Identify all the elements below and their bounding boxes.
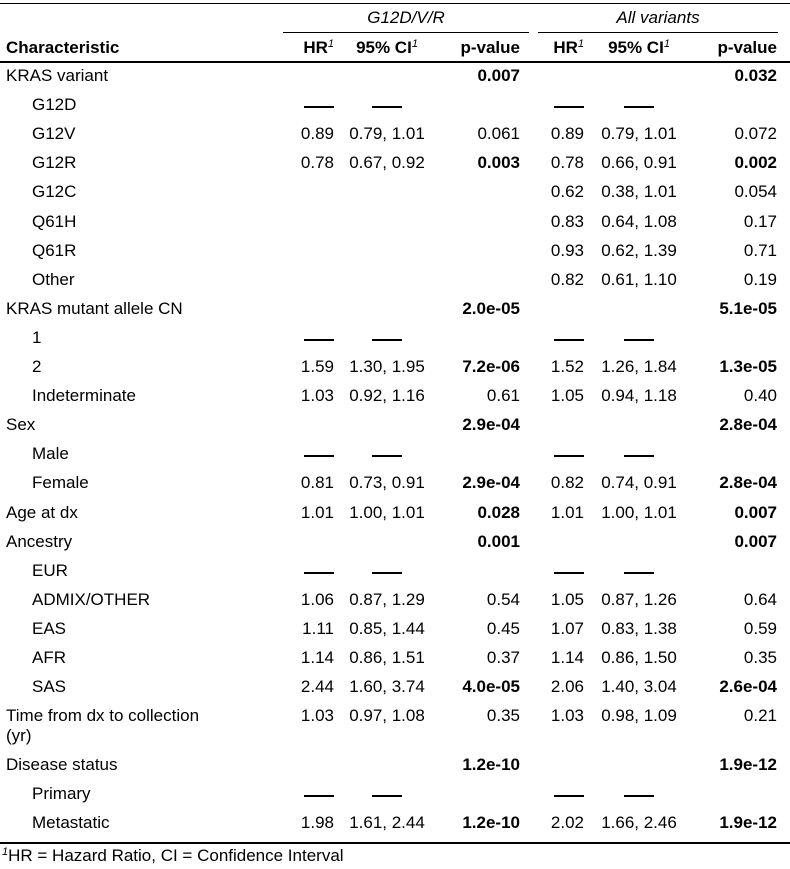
hr-cell: 1.14: [550, 648, 584, 667]
ci-cell: 1.00, 1.01: [349, 502, 425, 522]
row-label: 2: [32, 357, 42, 376]
pvalue-cell: 0.032: [734, 66, 777, 85]
reference-dash-hr: [304, 339, 334, 341]
hr-cell: 1.03: [300, 386, 334, 406]
row-label: Disease status: [6, 755, 118, 775]
pvalue-cell: 0.028: [477, 502, 520, 522]
ci-cell: 0.79, 1.01: [601, 124, 677, 144]
row-label: Primary: [32, 784, 91, 804]
reference-dash-hr: [554, 106, 584, 108]
hr-cell: 1.01: [550, 502, 584, 522]
pvalue-cell: 0.054: [734, 182, 777, 202]
pvalue-cell: 0.001: [477, 531, 520, 551]
ci-cell: 0.67, 0.92: [349, 153, 425, 173]
group-header-all-variants: All variants: [616, 8, 700, 27]
pvalue-cell: 0.007: [734, 531, 777, 551]
hr-cell: 1.05: [550, 589, 584, 609]
row-label: Q61R: [32, 240, 77, 260]
ci-cell: 0.85, 1.44: [349, 618, 425, 638]
bottom-rule: [0, 842, 790, 844]
pvalue-cell: 0.003: [477, 153, 520, 173]
pvalue-cell: 0.35: [743, 648, 777, 667]
ci-cell: 1.40, 3.04: [601, 677, 677, 697]
ci-cell: 0.64, 1.08: [601, 211, 677, 231]
reference-dash-hr: [554, 795, 584, 797]
row-label: AFR: [32, 648, 66, 667]
reference-dash-ci: [624, 795, 654, 797]
row-label: EUR: [32, 560, 68, 580]
hr-cell: 0.83: [550, 211, 584, 231]
pvalue-cell: 0.061: [477, 124, 520, 144]
reference-dash-hr: [304, 572, 334, 574]
ci-cell: 0.79, 1.01: [349, 124, 425, 144]
pvalue-cell: 0.61: [486, 386, 520, 406]
row-label: G12D: [32, 95, 77, 115]
pvalue-cell: 2.6e-04: [719, 677, 777, 697]
pvalue-cell: 2.8e-04: [719, 415, 777, 435]
ci-cell: 0.86, 1.51: [349, 648, 425, 667]
row-label: G12V: [32, 124, 76, 144]
pvalue-cell: 0.71: [743, 240, 777, 260]
row-label: KRAS variant: [6, 66, 109, 85]
ci-cell: 0.38, 1.01: [601, 182, 677, 202]
pvalue-cell: 0.007: [734, 502, 777, 522]
reference-dash-ci: [372, 795, 402, 797]
header-rule: [0, 61, 790, 63]
hr-cell: 1.07: [550, 618, 584, 638]
hr-cell: 1.03: [300, 706, 334, 726]
reference-dash-hr: [554, 339, 584, 341]
ci-cell: 1.61, 2.44: [349, 813, 425, 833]
row-label: Age at dx: [6, 502, 78, 522]
footnote: $^1$HR = Hazard Ratio, CI = Confidence Interval: [2, 846, 344, 865]
hr-cell: 1.05: [550, 386, 584, 406]
reference-dash-hr: [304, 106, 334, 108]
row-label: ADMIX/OTHER: [32, 589, 151, 609]
row-label: KRAS mutant allele CN: [6, 298, 183, 318]
ci-cell: 0.74, 0.91: [601, 473, 677, 493]
ci-cell: 0.86, 1.50: [601, 648, 677, 667]
group-rule-all-variants: [538, 32, 778, 33]
reference-dash-ci: [372, 106, 402, 108]
ci-cell: 0.66, 0.91: [601, 153, 677, 173]
hr-cell: 2.44: [300, 677, 334, 697]
row-label: 1: [32, 327, 42, 347]
row-label: Male: [32, 444, 69, 464]
ci-cell: 0.87, 1.29: [349, 589, 425, 609]
pvalue-cell: 0.40: [743, 386, 777, 406]
reference-dash-ci: [624, 339, 654, 341]
ci-cell: 0.83, 1.38: [601, 618, 677, 638]
pvalue-cell: 1.3e-05: [719, 357, 777, 376]
pvalue-cell: 0.007: [477, 66, 520, 85]
ci-cell: 1.26, 1.84: [601, 357, 677, 376]
reference-dash-ci: [372, 339, 402, 341]
row-label: SAS: [32, 677, 67, 697]
col-header-hr-g2: $HR^1$: [553, 38, 584, 57]
group-rule-g12dvr: [283, 32, 529, 33]
hr-cell: 0.89: [550, 124, 584, 144]
pvalue-cell: 0.21: [743, 706, 777, 726]
col-header-ci-g2: 95% $CI^1$: [608, 38, 670, 57]
pvalue-cell: 1.2e-10: [462, 755, 520, 775]
row-label: Female: [32, 473, 89, 493]
col-header-ci-g1: 95% $CI^1$: [356, 38, 418, 57]
hr-cell: 1.01: [300, 502, 334, 522]
reference-dash-hr: [554, 572, 584, 574]
hr-cell: 0.82: [550, 473, 584, 493]
ci-cell: 1.00, 1.01: [601, 502, 677, 522]
hr-cell: 0.82: [550, 269, 584, 289]
reference-dash-ci: [372, 455, 402, 457]
row-label: Q61H: [32, 211, 77, 231]
row-label: G12C: [32, 182, 77, 202]
reference-dash-ci: [624, 106, 654, 108]
row-label: Other: [32, 269, 75, 289]
row-label: EAS: [32, 618, 67, 638]
pvalue-cell: 0.17: [743, 211, 777, 231]
pvalue-cell: 2.0e-05: [462, 298, 520, 318]
hr-cell: 1.98: [300, 813, 334, 833]
ci-cell: 0.73, 0.91: [349, 473, 425, 493]
row-label: Sex: [6, 415, 36, 435]
pvalue-cell: 5.1e-05: [719, 298, 777, 318]
ci-cell: 0.97, 1.08: [349, 706, 425, 726]
row-label: Time from dx to collection (yr): [6, 706, 200, 746]
hr-cell: 1.52: [550, 357, 584, 376]
row-label: G12R: [32, 153, 77, 173]
ci-cell: 1.30, 1.95: [349, 357, 425, 376]
pvalue-cell: 4.0e-05: [462, 677, 520, 697]
col-header-pvalue-g1: p-value: [460, 38, 520, 57]
ci-cell: 0.98, 1.09: [601, 706, 677, 726]
pvalue-cell: 0.072: [734, 124, 777, 144]
pvalue-cell: 2.8e-04: [719, 473, 777, 493]
ci-cell: 0.61, 1.10: [601, 269, 677, 289]
hr-cell: 0.62: [550, 182, 584, 202]
pvalue-cell: 0.35: [486, 706, 520, 726]
hr-cell: 1.14: [300, 648, 334, 667]
ci-cell: 0.92, 1.16: [349, 386, 425, 406]
hr-cell: 0.78: [300, 153, 334, 173]
pvalue-cell: 0.59: [743, 618, 777, 638]
col-header-characteristic: Characteristic: [6, 38, 120, 57]
ci-cell: 0.62, 1.39: [601, 240, 677, 260]
row-label: Indeterminate: [32, 386, 136, 406]
hr-cell: 0.81: [300, 473, 334, 493]
pvalue-cell: 0.002: [734, 153, 777, 173]
pvalue-cell: 7.2e-06: [462, 357, 520, 376]
hr-cell: 0.93: [550, 240, 584, 260]
pvalue-cell: 2.9e-04: [462, 415, 520, 435]
pvalue-cell: 2.9e-04: [462, 473, 520, 493]
reference-dash-ci: [624, 455, 654, 457]
pvalue-cell: 1.9e-12: [719, 755, 777, 775]
ci-cell: 0.94, 1.18: [601, 386, 677, 406]
group-header-g12dvr: G12D/V/R: [367, 8, 445, 27]
reference-dash-hr: [304, 795, 334, 797]
ci-cell: 1.66, 2.46: [601, 813, 677, 833]
pvalue-cell: 0.54: [486, 589, 520, 609]
pvalue-cell: 0.19: [743, 269, 777, 289]
col-header-hr-g1: $HR^1$: [303, 38, 334, 57]
reference-dash-ci: [624, 572, 654, 574]
hr-cell: 1.06: [300, 589, 334, 609]
hr-cell: 1.03: [550, 706, 584, 726]
top-rule: [0, 3, 790, 4]
pvalue-cell: 0.64: [743, 589, 777, 609]
reference-dash-hr: [304, 455, 334, 457]
hr-cell: 0.89: [300, 124, 334, 144]
pvalue-cell: 0.45: [486, 618, 520, 638]
pvalue-cell: 1.2e-10: [462, 813, 520, 833]
hr-cell: 2.02: [550, 813, 584, 833]
ci-cell: 0.87, 1.26: [601, 589, 677, 609]
col-header-pvalue-g2: p-value: [717, 38, 777, 57]
hr-cell: 0.78: [550, 153, 584, 173]
hr-cell: 1.11: [302, 618, 334, 638]
hr-cell: 1.59: [300, 357, 334, 376]
reference-dash-ci: [372, 572, 402, 574]
pvalue-cell: 1.9e-12: [719, 813, 777, 833]
hr-cell: 2.06: [550, 677, 584, 697]
pvalue-cell: 0.37: [486, 648, 520, 667]
row-label: Ancestry: [6, 531, 73, 551]
row-label: Metastatic: [32, 813, 110, 833]
reference-dash-hr: [554, 455, 584, 457]
ci-cell: 1.60, 3.74: [349, 677, 425, 697]
